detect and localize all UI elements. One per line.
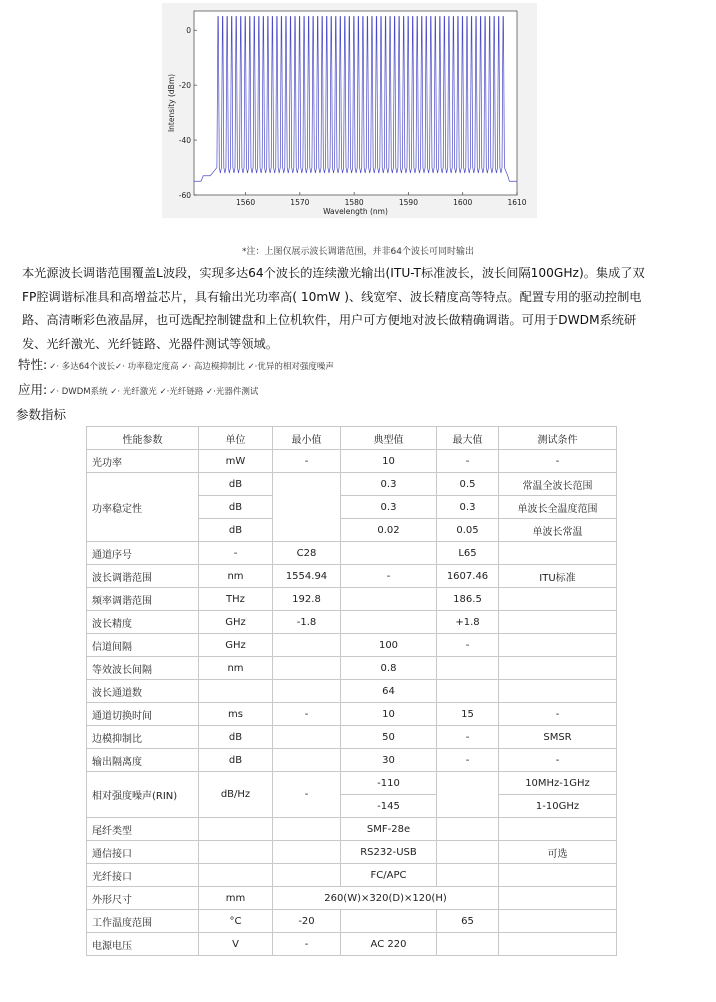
unit-cell: dB/Hz bbox=[199, 772, 273, 818]
y-tick-label: -20 bbox=[178, 81, 191, 91]
cond-cell bbox=[499, 657, 617, 680]
table-row bbox=[87, 749, 617, 772]
max-cell bbox=[437, 864, 499, 887]
min-cell: 1554.94 bbox=[273, 565, 341, 588]
description-line: 本光源波长调谐范围覆盖L波段，实现多达64个波长的连续激光输出(ITU-T标准波长，波长间隔100GHz)。集成了双 bbox=[22, 266, 645, 280]
unit-cell bbox=[199, 680, 273, 703]
header-cell: 最大值 bbox=[437, 427, 499, 450]
table-row bbox=[87, 634, 617, 657]
header-cell: 典型值 bbox=[341, 427, 437, 450]
unit-cell bbox=[199, 841, 273, 864]
cond-cell: 可选 bbox=[499, 841, 617, 864]
typ-cell bbox=[341, 588, 437, 611]
table-row bbox=[87, 542, 617, 565]
param-name: 等效波长间隔 bbox=[87, 657, 199, 680]
typ-cell: 0.8 bbox=[341, 657, 437, 680]
cond-cell: SMSR bbox=[499, 726, 617, 749]
min-cell bbox=[273, 864, 341, 887]
product-description bbox=[18, 262, 694, 356]
param-name: 电源电压 bbox=[87, 933, 199, 956]
spectrum-chart-panel bbox=[162, 3, 537, 218]
table-row bbox=[87, 565, 617, 588]
param-name: 通信接口 bbox=[87, 841, 199, 864]
cond-cell bbox=[499, 680, 617, 703]
spectrum-chart bbox=[162, 3, 537, 218]
table-row bbox=[87, 588, 617, 611]
applications-line bbox=[18, 380, 258, 398]
typ-cell: FC/APC bbox=[341, 864, 437, 887]
min-cell bbox=[273, 680, 341, 703]
min-cell bbox=[273, 726, 341, 749]
unit-cell: dB bbox=[199, 726, 273, 749]
min-cell: -1.8 bbox=[273, 611, 341, 634]
max-cell bbox=[437, 933, 499, 956]
param-name: 频率调谐范围 bbox=[87, 588, 199, 611]
typ-cell: 10 bbox=[341, 703, 437, 726]
max-cell: 65 bbox=[437, 910, 499, 933]
param-name: 功率稳定性 bbox=[87, 473, 199, 542]
dims-cell: 260(W)×320(D)×120(H) bbox=[273, 887, 499, 910]
typ-cell: -145 bbox=[341, 795, 437, 818]
cond-cell: 单波长常温 bbox=[499, 519, 617, 542]
min-cell bbox=[273, 749, 341, 772]
y-tick-label: -40 bbox=[178, 136, 191, 146]
y-axis-label: Intensity (dBm) bbox=[167, 73, 176, 133]
chart-note: *注：上图仅展示波长调谐范围，并非64个波长可同时输出 bbox=[242, 247, 474, 257]
cond-cell bbox=[499, 864, 617, 887]
table-row bbox=[87, 887, 617, 910]
typ-cell: 10 bbox=[341, 450, 437, 473]
cond-cell bbox=[499, 818, 617, 841]
table-row bbox=[87, 680, 617, 703]
typ-cell: 0.3 bbox=[341, 496, 437, 519]
table-row bbox=[87, 910, 617, 933]
param-name: 波长通道数 bbox=[87, 680, 199, 703]
header-cell: 性能参数 bbox=[87, 427, 199, 450]
cond-cell bbox=[499, 611, 617, 634]
cond-cell bbox=[499, 887, 617, 910]
min-cell bbox=[273, 657, 341, 680]
param-name: 边模抑制比 bbox=[87, 726, 199, 749]
cond-cell: 单波长全温度范围 bbox=[499, 496, 617, 519]
table-row bbox=[87, 726, 617, 749]
cond-cell: 常温全波长范围 bbox=[499, 473, 617, 496]
unit-cell: - bbox=[199, 542, 273, 565]
x-tick-label: 1570 bbox=[290, 198, 310, 207]
spec-table bbox=[86, 426, 617, 956]
typ-cell bbox=[341, 611, 437, 634]
unit-cell: THz bbox=[199, 588, 273, 611]
max-cell bbox=[437, 680, 499, 703]
typ-cell: 100 bbox=[341, 634, 437, 657]
max-cell bbox=[437, 772, 499, 818]
typ-cell bbox=[341, 542, 437, 565]
table-row bbox=[87, 841, 617, 864]
min-cell: C28 bbox=[273, 542, 341, 565]
cond-cell bbox=[499, 542, 617, 565]
typ-cell: 50 bbox=[341, 726, 437, 749]
max-cell: 0.5 bbox=[437, 473, 499, 496]
typ-cell: -110 bbox=[341, 772, 437, 795]
max-cell: - bbox=[437, 450, 499, 473]
min-cell: 192.8 bbox=[273, 588, 341, 611]
max-cell bbox=[437, 841, 499, 864]
unit-cell: mm bbox=[199, 887, 273, 910]
x-tick-label: 1590 bbox=[398, 198, 418, 207]
header-cell: 测试条件 bbox=[499, 427, 617, 450]
max-cell: - bbox=[437, 634, 499, 657]
table-header-row bbox=[87, 427, 617, 450]
typ-cell: SMF-28e bbox=[341, 818, 437, 841]
cond-cell bbox=[499, 634, 617, 657]
table-row bbox=[87, 772, 617, 795]
max-cell: L65 bbox=[437, 542, 499, 565]
unit-cell: dB bbox=[199, 519, 273, 542]
param-name: 通道切换时间 bbox=[87, 703, 199, 726]
cond-cell: - bbox=[499, 450, 617, 473]
description-line: 路、高清晰彩色液晶屏，也可选配控制键盘和上位机软件，用户可方便地对波长做精确调谐。可用于DWDM系统研 bbox=[22, 313, 637, 327]
unit-cell: dB bbox=[199, 496, 273, 519]
cond-cell bbox=[499, 588, 617, 611]
param-name: 外形尺寸 bbox=[87, 887, 199, 910]
typ-cell: 0.3 bbox=[341, 473, 437, 496]
unit-cell: GHz bbox=[199, 611, 273, 634]
min-cell bbox=[273, 634, 341, 657]
header-cell: 最小值 bbox=[273, 427, 341, 450]
applications-label: 应用: bbox=[18, 382, 48, 397]
unit-cell: °C bbox=[199, 910, 273, 933]
max-cell: 15 bbox=[437, 703, 499, 726]
x-tick-label: 1580 bbox=[344, 198, 364, 207]
param-name: 输出隔离度 bbox=[87, 749, 199, 772]
applications-items: ✓· DWDM系统 ✓· 光纤激光 ✓·光纤链路 ✓·光器件测试 bbox=[49, 387, 259, 397]
param-name: 工作温度范围 bbox=[87, 910, 199, 933]
unit-cell: nm bbox=[199, 565, 273, 588]
header-cell: 单位 bbox=[199, 427, 273, 450]
unit-cell: dB bbox=[199, 749, 273, 772]
cond-cell bbox=[499, 933, 617, 956]
max-cell: - bbox=[437, 749, 499, 772]
y-tick-label: -60 bbox=[178, 191, 191, 200]
max-cell: +1.8 bbox=[437, 611, 499, 634]
max-cell bbox=[437, 657, 499, 680]
typ-cell: - bbox=[341, 565, 437, 588]
min-cell: - bbox=[273, 703, 341, 726]
x-tick-label: 1560 bbox=[236, 198, 256, 207]
typ-cell: AC 220 bbox=[341, 933, 437, 956]
description-line: FP腔调谐标准具和高增益芯片，具有输出光功率高( 10mW )、线宽窄、波长精度高等特点。配置专用的驱动控制电 bbox=[22, 289, 642, 304]
min-cell bbox=[273, 818, 341, 841]
cond-cell: - bbox=[499, 703, 617, 726]
min-cell bbox=[273, 841, 341, 864]
features-line bbox=[18, 355, 334, 373]
cond-cell: 1-10GHz bbox=[499, 795, 617, 818]
unit-cell: V bbox=[199, 933, 273, 956]
spec-title: 参数指标 bbox=[16, 407, 67, 422]
param-name: 光功率 bbox=[87, 450, 199, 473]
x-tick-label: 1610 bbox=[507, 198, 527, 207]
table-row bbox=[87, 473, 617, 496]
param-name: 波长调谐范围 bbox=[87, 565, 199, 588]
x-axis-label: Wavelength (nm) bbox=[323, 207, 388, 216]
param-name: 波长精度 bbox=[87, 611, 199, 634]
max-cell bbox=[437, 818, 499, 841]
cond-cell: ITU标准 bbox=[499, 565, 617, 588]
typ-cell: 64 bbox=[341, 680, 437, 703]
param-name: 信道间隔 bbox=[87, 634, 199, 657]
unit-cell bbox=[199, 818, 273, 841]
min-cell: -20 bbox=[273, 910, 341, 933]
unit-cell: ms bbox=[199, 703, 273, 726]
cond-cell bbox=[499, 910, 617, 933]
cond-cell: 10MHz-1GHz bbox=[499, 772, 617, 795]
table-row bbox=[87, 611, 617, 634]
typ-cell: 0.02 bbox=[341, 519, 437, 542]
typ-cell bbox=[341, 910, 437, 933]
param-name: 尾纤类型 bbox=[87, 818, 199, 841]
table-row bbox=[87, 864, 617, 887]
y-tick-label: 0 bbox=[186, 26, 191, 36]
unit-cell: dB bbox=[199, 473, 273, 496]
param-name: 相对强度噪声(RIN) bbox=[87, 772, 199, 818]
typ-cell: RS232-USB bbox=[341, 841, 437, 864]
features-label: 特性: bbox=[18, 357, 48, 372]
max-cell: 186.5 bbox=[437, 588, 499, 611]
min-cell: - bbox=[273, 772, 341, 818]
description-line: 发、光纤激光、光纤链路、光器件测试等领域。 bbox=[22, 336, 278, 351]
x-tick-label: 1600 bbox=[453, 198, 473, 207]
max-cell: 0.05 bbox=[437, 519, 499, 542]
max-cell: 0.3 bbox=[437, 496, 499, 519]
table-row bbox=[87, 703, 617, 726]
max-cell: - bbox=[437, 726, 499, 749]
features-items: ✓· 多达64个波长✓· 功率稳定度高 ✓· 高边模抑制比 ✓·优异的相对强度噪声 bbox=[49, 362, 334, 372]
unit-cell: mW bbox=[199, 450, 273, 473]
unit-cell bbox=[199, 864, 273, 887]
table-row bbox=[87, 818, 617, 841]
table-row bbox=[87, 450, 617, 473]
table-row bbox=[87, 933, 617, 956]
min-cell: - bbox=[273, 450, 341, 473]
max-cell: 1607.46 bbox=[437, 565, 499, 588]
cond-cell: - bbox=[499, 749, 617, 772]
param-name: 通道序号 bbox=[87, 542, 199, 565]
unit-cell: nm bbox=[199, 657, 273, 680]
typ-cell: 30 bbox=[341, 749, 437, 772]
min-cell: - bbox=[273, 933, 341, 956]
min-cell bbox=[273, 473, 341, 542]
unit-cell: GHz bbox=[199, 634, 273, 657]
param-name: 光纤接口 bbox=[87, 864, 199, 887]
table-row bbox=[87, 657, 617, 680]
